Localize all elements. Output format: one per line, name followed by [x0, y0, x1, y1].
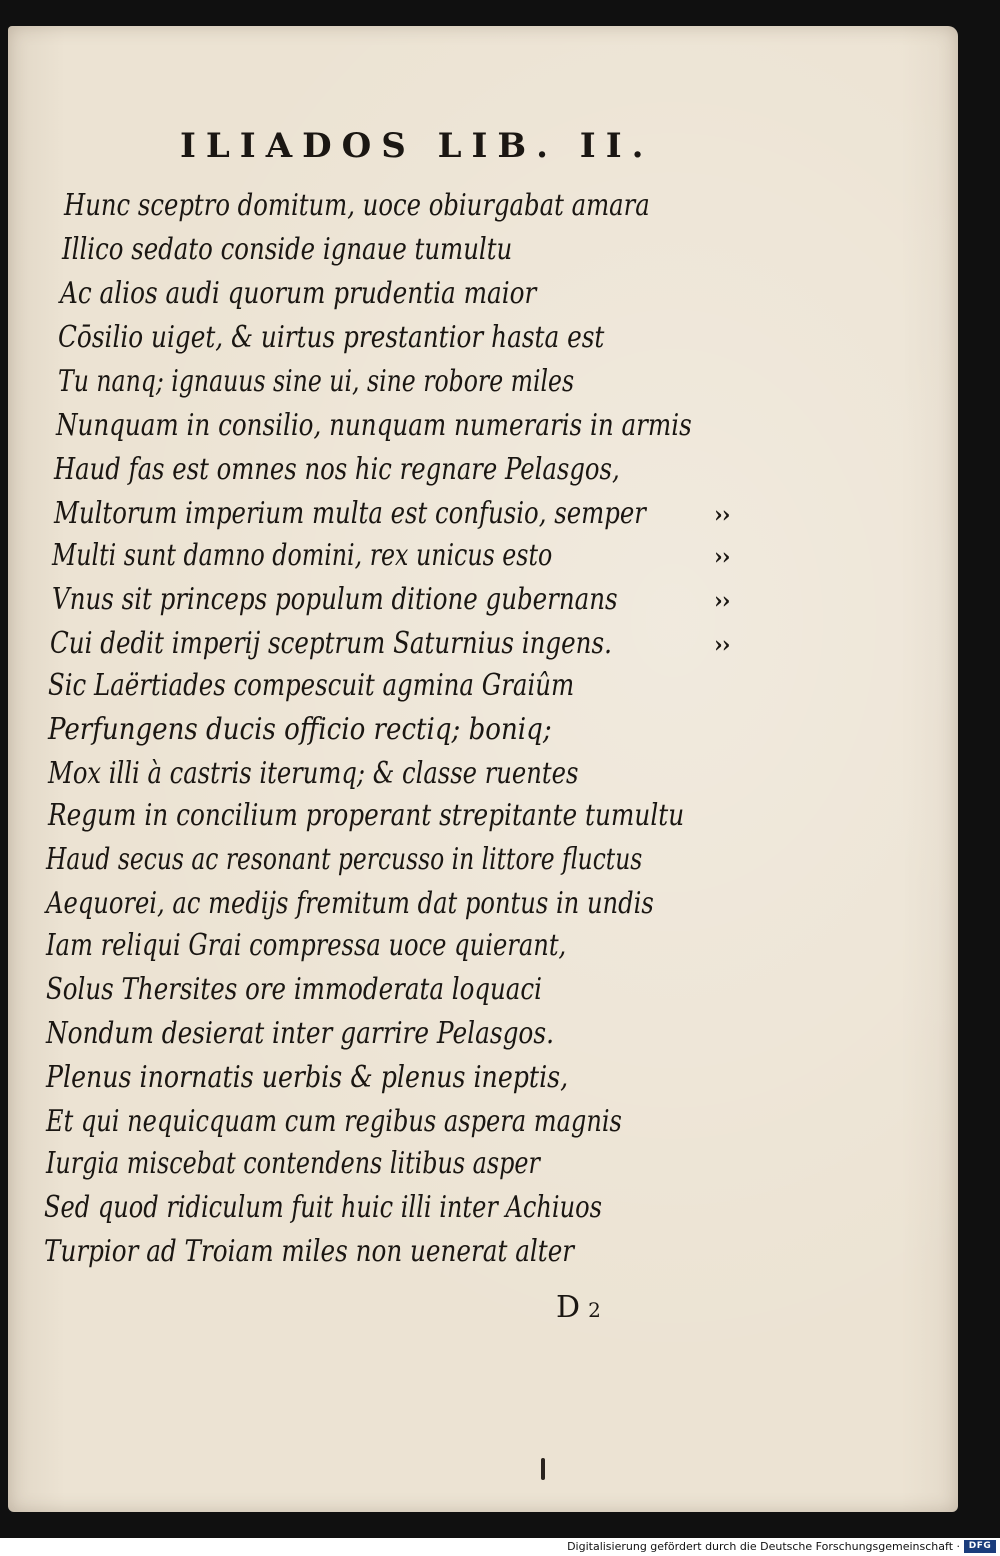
signature-number: 2 — [588, 1298, 609, 1322]
verse-line: Iurgia miscebat contendens litibus asper — [46, 1146, 540, 1181]
verse-line: Mox illi à castris iterumq; & classe ruentes — [48, 756, 579, 791]
running-head: ILIADOS LIB. II. — [180, 126, 654, 166]
signature-letter: D — [556, 1290, 589, 1325]
verse-line: Vnus sit princeps populum ditione gubernans — [52, 582, 618, 617]
verse-line: Haud fas est omnes nos hic regnare Pelasgos, — [54, 452, 620, 487]
verse-line: Cui dedit imperij sceptrum Saturnius ingens. — [50, 626, 612, 661]
verse-line: Turpior ad Troiam miles non uenerat alter — [44, 1234, 575, 1269]
verse-line: Illico sedato conside ignaue tumultu — [62, 232, 513, 267]
verse-line: Cōsilio uiget, & uirtus prestantior hasta est — [58, 320, 605, 355]
verse-line: Ac alios audi quorum prudentia maior — [60, 276, 537, 311]
verse-line: Aequorei, ac medijs fremitum dat pontus in undis — [46, 886, 654, 921]
verse-line: Multorum imperium multa est confusio, semper — [54, 496, 646, 531]
verse-line: Hunc sceptro domitum, uoce obiurgabat amara — [64, 188, 650, 223]
verse-line: Nondum desierat inter garrire Pelasgos. — [46, 1016, 554, 1051]
verse-line: Plenus inornatis uerbis & plenus ineptis, — [46, 1060, 569, 1095]
verse-line: Haud secus ac resonant percusso in littore fluctus — [46, 842, 643, 877]
verse-line: Sic Laërtiades compescuit agmina Graiûm — [48, 668, 575, 703]
marginal-quote-mark: ›› — [714, 544, 730, 570]
verse-line: Perfungens ducis officio rectiq; boniq; — [48, 712, 552, 747]
marginal-quote-mark: ›› — [714, 502, 730, 528]
verse-line: Multi sunt damno domini, rex unicus esto — [52, 538, 553, 573]
verse-line: Regum in concilium properant strepitante tumultu — [48, 798, 685, 833]
dfg-logo: DFG — [964, 1540, 996, 1553]
verse-line: Et qui nequicquam cum regibus aspera magnis — [46, 1104, 622, 1139]
paper-speck — [541, 1458, 545, 1480]
verse-line: Tu nanq; ignauus sine ui, sine robore miles — [58, 364, 575, 399]
verse-line: Solus Thersites ore immoderata loquaci — [46, 972, 542, 1007]
marginal-quote-mark: ›› — [714, 632, 730, 658]
verse-line: Nunquam in consilio, nunquam numeraris in armis — [56, 408, 692, 443]
footer-credit: Digitalisierung gefördert durch die Deutsche Forschungsgemeinschaft · — [567, 1540, 960, 1553]
verse-line: Iam reliqui Grai compressa uoce quierant, — [46, 928, 567, 963]
verse-line: Sed quod ridiculum fuit huic illi inter Achiuos — [44, 1190, 602, 1225]
book-page — [8, 26, 958, 1512]
signature-mark — [556, 1290, 609, 1325]
marginal-quote-mark: ›› — [714, 588, 730, 614]
